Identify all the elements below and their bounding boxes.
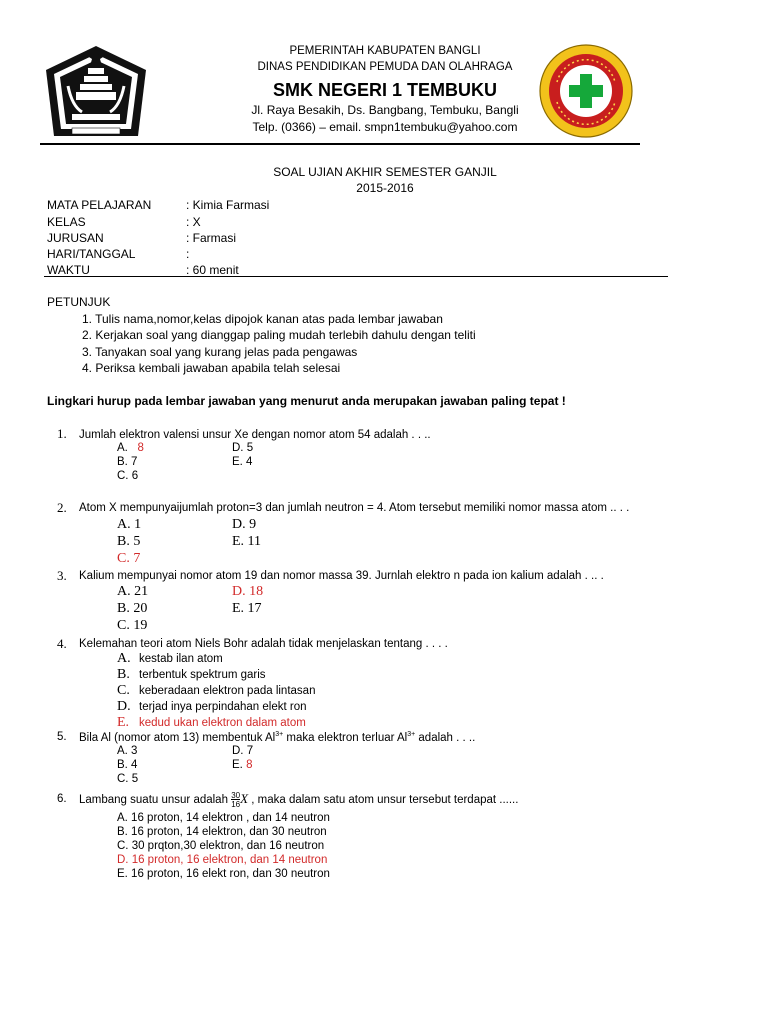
- meta-value: : Kimia Farmasi: [186, 198, 270, 212]
- option-b: B. 16 proton, 14 elektron, dan 30 neutron: [117, 826, 327, 838]
- header-address: Jl. Raya Besakih, Ds. Bangbang, Tembuku, Bangli: [251, 103, 519, 117]
- meta-key: MATA PELAJARAN: [47, 198, 152, 212]
- option-c: C. 5: [117, 773, 139, 785]
- exam-title: SOAL UJIAN AKHIR SEMESTER GANJIL: [273, 165, 497, 179]
- header-government: PEMERINTAH KABUPATEN BANGLI: [289, 45, 481, 57]
- option-a: A. 21: [117, 584, 149, 599]
- option-a: A. 8: [117, 442, 144, 454]
- option-letter: E.: [117, 715, 130, 730]
- instructions-heading: PETUNJUK: [47, 295, 111, 309]
- question-number: 3.: [57, 568, 67, 583]
- meta-key: JURUSAN: [47, 231, 104, 245]
- option-d: D. 5: [232, 442, 254, 454]
- option-e: E. 11: [232, 534, 262, 549]
- option-letter: D.: [117, 699, 131, 714]
- answer-value: 8: [137, 442, 144, 454]
- question-text: Lambang suatu unsur adalah $\frac{30}{16}X$ , maka dalam satu atom unsur tersebut terdapat ......: [79, 790, 519, 809]
- header-department: DINAS PENDIDIKAN PEMUDA DAN OLAHRAGA: [257, 61, 513, 73]
- mass-atomic-fraction: $\frac{30}{16}$: [231, 790, 241, 809]
- question-text: Jumlah elektron valensi unsur Xe dengan nomor atom 54 adalah . . ..: [79, 429, 431, 441]
- answer-value: 8: [246, 759, 253, 771]
- question-text: Bila Al (nomor atom 13) membentuk $Al^{3+}$ maka elektron terluar $Al^{3+}$ adalah . . ..: [79, 731, 476, 744]
- meta-value: :: [186, 247, 190, 261]
- option-text: kedud ukan elektron dalam atom: [139, 717, 306, 729]
- header-contact: Telp. (0366) – email. smpn1tembuku@yahoo.com: [252, 120, 518, 134]
- question-text: Atom X mempunyaijumlah proton=3 dan jumlah neutron = 4. Atom tersebut memiliki nomor massa atom .. . .: [79, 502, 630, 514]
- meta-key: WAKTU: [47, 263, 90, 277]
- option-b: B. 7: [117, 456, 138, 468]
- meta-value: : Farmasi: [186, 231, 237, 245]
- header-divider: [40, 143, 640, 145]
- header-school-name: SMK NEGERI 1 TEMBUKU: [272, 80, 497, 100]
- instruction-item: 4. Periksa kembali jawaban apabila telah selesai: [82, 361, 341, 375]
- answer-directive: Lingkari hurup pada lembar jawaban yang menurut anda merupakan jawaban paling tepat !: [47, 394, 566, 408]
- instruction-item: 2. Kerjakan soal yang dianggap paling mudah terlebih dahulu dengan teliti: [82, 328, 476, 342]
- option-d: D. 16 proton, 16 elektron, dan 14 neutron: [117, 854, 328, 866]
- option-b: B. 20: [117, 601, 148, 616]
- option-text: kestab ilan atom: [139, 653, 223, 665]
- meta-key: HARI/TANGGAL: [47, 247, 136, 261]
- question-text: Kalium mempunyai nomor atom 19 dan nomor massa 39. Jurnlah elektro n pada ion kalium adalah . .. .: [79, 570, 604, 582]
- bangli-crest-logo: [42, 44, 150, 140]
- question-number: 1.: [57, 426, 67, 441]
- option-text: terjad inya perpindahan elekt ron: [139, 701, 307, 713]
- option-letter: A.: [117, 651, 131, 666]
- option-letter: C.: [117, 683, 130, 698]
- exam-year: 2015-2016: [356, 181, 414, 195]
- option-d: D. 9: [232, 517, 257, 532]
- question-number: 2.: [57, 500, 67, 515]
- instruction-item: 1. Tulis nama,nomor,kelas dipojok kanan atas pada lembar jawaban: [82, 312, 443, 326]
- option-b: B. 5: [117, 534, 141, 549]
- question-number: 5.: [57, 731, 67, 743]
- option-c: C. 6: [117, 470, 139, 482]
- option-e: E. 17: [232, 601, 262, 616]
- question-number: 6.: [57, 793, 67, 805]
- option-text: keberadaan elektron pada lintasan: [139, 685, 316, 697]
- meta-key: KELAS: [47, 215, 86, 229]
- option-c: C. 30 prqton,30 elektron, dan 16 neutron: [117, 840, 325, 852]
- option-d: D. 18: [232, 584, 264, 599]
- option-c: C. 7: [117, 551, 141, 566]
- meta-divider: [44, 276, 668, 277]
- option-text: terbentuk spektrum garis: [139, 669, 266, 681]
- option-a: A. 1: [117, 517, 142, 532]
- question-text: Kelemahan teori atom Niels Bohr adalah tidak menjelaskan tentang . . . .: [79, 638, 448, 650]
- meta-value: : 60 menit: [186, 263, 239, 277]
- option-a: A. 16 proton, 14 elektron , dan 14 neutron: [117, 812, 330, 824]
- option-b: B. 4: [117, 759, 138, 771]
- option-e: E. 16 proton, 16 elekt ron, dan 30 neutron: [117, 868, 330, 880]
- meta-value: : X: [186, 215, 201, 229]
- option-c: C. 19: [117, 618, 148, 633]
- instruction-item: 3. Tanyakan soal yang kurang jelas pada pengawas: [82, 345, 358, 359]
- option-a: A. 3: [117, 745, 138, 757]
- question-number: 4.: [57, 636, 67, 651]
- option-e: E. 8: [232, 759, 253, 771]
- option-d: D. 7: [232, 745, 254, 757]
- option-letter: B.: [117, 667, 130, 682]
- option-e: E. 4: [232, 456, 253, 468]
